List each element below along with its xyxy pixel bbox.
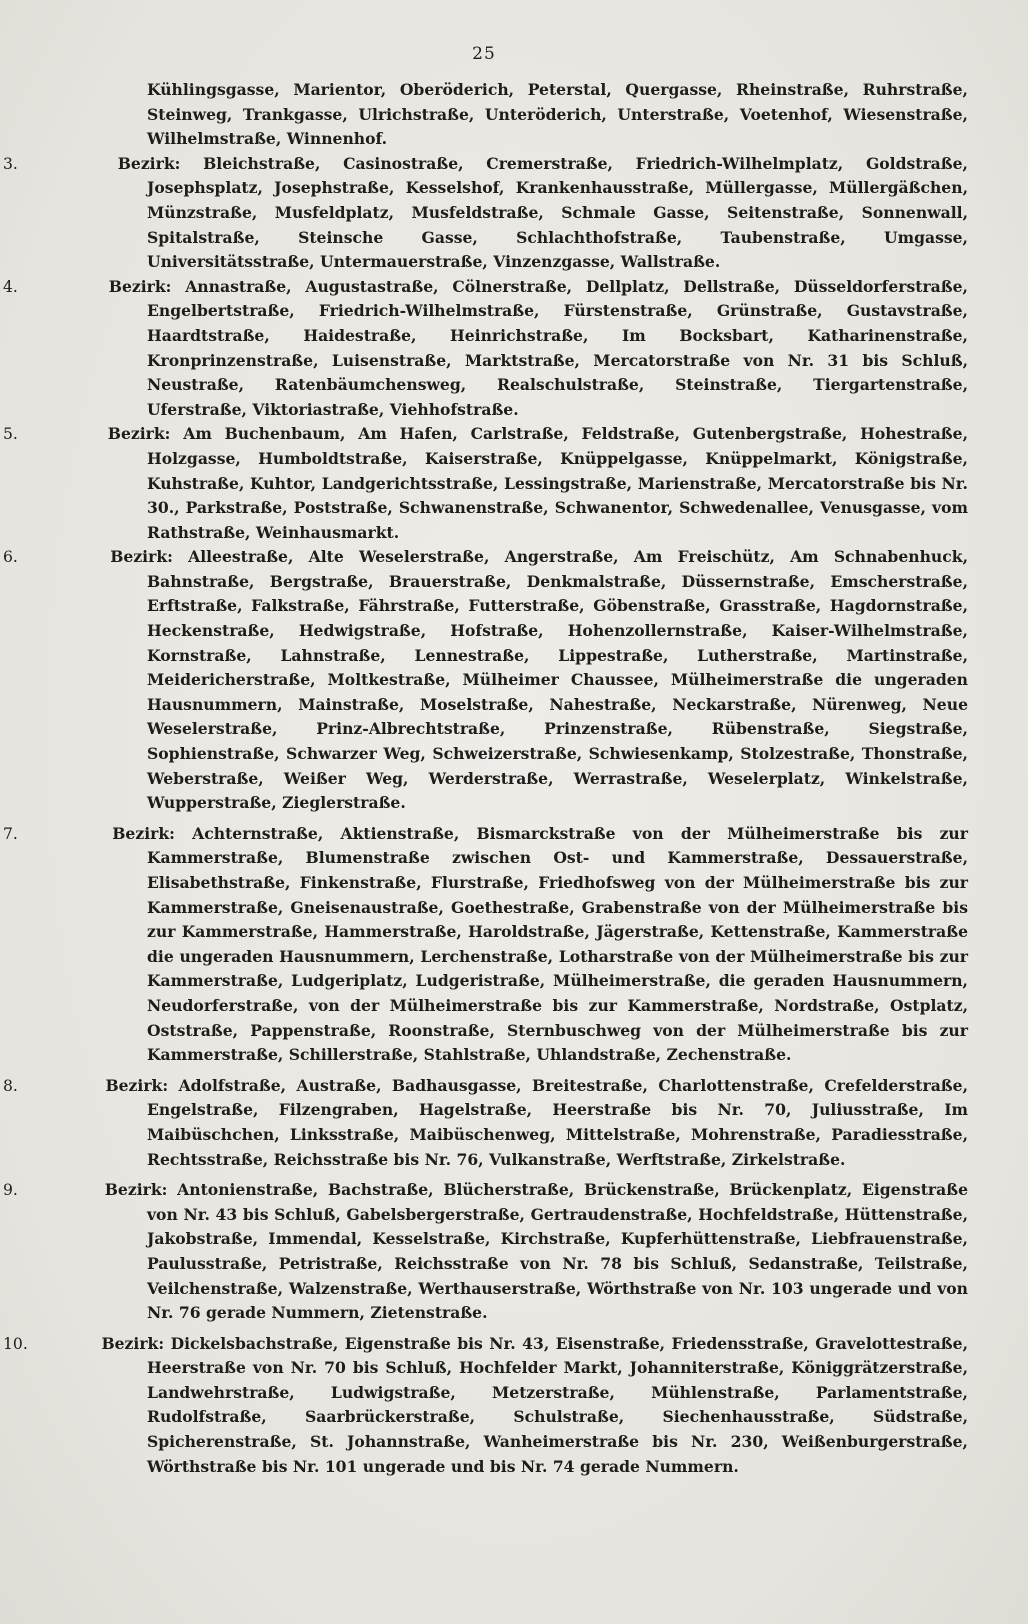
street-list: Achternstraße, Aktienstraße, Bismarckstraße von der Mülheimerstraße bis zur Kammerstraße, Blumenstraße zwischen Ost- und Kammerstraße, Dessauerstraße, Elisabethstraße, Finkenstraße, Flurstraße, Friedhofsweg von der Mülheimerstraße bis zur Kammerstraße, Gneisenaustraße, Goethestraße, Grabenstraße von der Mülheimerstraße bis zur Kammerstraße, Hammerstraße, Haroldstraße, Jägerstraße, Kettenstraße, Kammerstraße die ungeraden Hausnummern, Lerchenstraße, Lotharstraße von der Mülheimerstraße bis zur Kammerstraße, Ludgeriplatz, Ludgeristraße, Mülheimerstraße, die geraden Hausnummern, Neudorferstraße, von der Mülheimerstraße bis zur Kammerstraße, Nordstraße, Ostplatz, Oststraße, Pappenstraße, Roonstraße, Sternbuschweg von der Mülheimerstraße bis zur Kammerstraße, Schillerstraße, Stahlstraße, Uhlandstraße, Zechenstraße. [147, 823, 968, 1065]
district-number: 8. [3, 1076, 18, 1095]
district-number: 5. [3, 425, 18, 444]
district-label: Bezirk: [117, 153, 181, 173]
district-8 [0, 1074, 968, 1172]
street-list: Bleichstraße, Casinostraße, Cremerstraße, Friedrich-Wilhelmplatz, Goldstraße, Josephsplatz, Josephstraße, Kesselshof, Krankenhausstraße, Müllergasse, Müllergäßchen, Münzstraße, Musfeldplatz, Musfeldstraße, Schmale Gasse, Seitenstraße, Sonnenwall, Spitalstraße, Steinsche Gasse, Schlachthofstraße, Taubenstraße, Umgasse, Universitätsstraße, Untermauerstraße, Vinzenzgasse, Wallstraße. [147, 153, 968, 272]
district-number: 10. [3, 1334, 28, 1353]
district-continuation [0, 78, 968, 152]
district-number: 6. [3, 548, 18, 567]
street-list: Antonienstraße, Bachstraße, Blücherstraße, Brückenstraße, Brückenplatz, Eigenstraße von Nr. 43 bis Schluß, Gabelsbergerstraße, Gertraudenstraße, Hochfeldstraße, Hüttenstraße, Jakobstraße, Immendal, Kesselstraße, Kirchstraße, Kupferhüttenstraße, Liebfrauenstraße, Paulusstraße, Petristraße, Reichsstraße von Nr. 78 bis Schluß, Sedanstraße, Teilstraße, Veilchenstraße, Walzenstraße, Werthauserstraße, Wörthstraße von Nr. 103 ungerade und von Nr. 76 gerade Nummern, Zietenstraße. [147, 1180, 968, 1323]
street-list: Adolfstraße, Austraße, Badhausgasse, Breitestraße, Charlottenstraße, Crefelderstraße, Engelstraße, Filzengraben, Hagelstraße, Heerstraße bis Nr. 70, Juliusstraße, Im Maibüschchen, Linksstraße, Maibüschenweg, Mittelstraße, Mohrenstraße, Paradiesstraße, Rechtsstraße, Reichsstraße bis Nr. 76, Vulkanstraße, Werftstraße, Zirkelstraße. [147, 1075, 968, 1169]
district-number: 9. [3, 1181, 18, 1200]
district-label: Bezirk: [105, 1075, 169, 1095]
district-3 [0, 152, 968, 275]
district-6 [0, 545, 968, 816]
district-7 [0, 822, 968, 1068]
street-list: Am Buchenbaum, Am Hafen, Carlstraße, Feldstraße, Gutenbergstraße, Hohestraße, Holzgasse, Humboldtstraße, Kaiserstraße, Knüppelgasse, Knüppelmarkt, Königstraße, Kuhstraße, Kuhtor, Landgerichtsstraße, Lessingstraße, Marienstraße, Mercatorstraße bis Nr. 30., Parkstraße, Poststraße, Schwanenstraße, Schwanentor, Schwedenallee, Venusgasse, vom Rathstraße, Weinhausmarkt. [147, 424, 969, 542]
page-number: 25 [472, 44, 496, 64]
district-number: 3. [3, 154, 18, 173]
street-list: Alleestraße, Alte Weselerstraße, Angerstraße, Am Freischütz, Am Schnabenhuck, Bahnstraße, Bergstraße, Brauerstraße, Denkmalstraße, Düssernstraße, Emscherstraße, Erftstraße, Falkstraße, Fährstraße, Futterstraße, Göbenstraße, Grasstraße, Hagdornstraße, Heckenstraße, Hedwigstraße, Hofstraße, Hohenzollernstraße, Kaiser-Wilhelmstraße, Kornstraße, Lahnstraße, Lennestraße, Lippestraße, Lutherstraße, Martinstraße, Meidericherstraße, Moltkestraße, Mülheimer Chaussee, Mülheimerstraße die ungeraden Hausnummern, Mainstraße, Moselstraße, Nahestraße, Neckarstraße, Nürenweg, Neue Weselerstraße, Prinz-Albrechtstraße, Prinzenstraße, Rübenstraße, Siegstraße, Sophienstraße, Schwarzer Weg, Schweizerstraße, Schwiesenkamp, Stolzestraße, Thonstraße, Weberstraße, Weißer Weg, Werderstraße, Werrastraße, Weselerplatz, Winkelstraße, Wupperstraße, Zieglerstraße. [147, 547, 968, 813]
district-label: Bezirk: [108, 276, 172, 296]
district-label: Bezirk: [110, 547, 173, 567]
district-label: Bezirk: [104, 1180, 168, 1200]
street-list: Dickelsbachstraße, Eigenstraße bis Nr. 43, Eisenstraße, Friedensstraße, Gravelottestraße, Heerstraße von Nr. 70 bis Schluß, Hochfelder Markt, Johanniterstraße, Königgrätzerstraße, Landwehrstraße, Ludwigstraße, Metzerstraße, Mühlenstraße, Parlamentstraße, Rudolfstraße, Saarbrückerstraße, Schulstraße, Siechenhausstraße, Südstraße, Spicherenstraße, St. Johannstraße, Wanheimerstraße bis Nr. 230, Weißenburgerstraße, Wörthstraße bis Nr. 101 ungerade und bis Nr. 74 gerade Nummern. [147, 1333, 969, 1476]
district-9 [0, 1178, 968, 1326]
district-number: 4. [3, 277, 18, 296]
district-label: Bezirk: [112, 823, 175, 843]
district-4 [0, 275, 968, 423]
street-list: Kühlingsgasse, Marientor, Oberöderich, Peterstal, Quergasse, Rheinstraße, Ruhrstraße, Steinweg, Trankgasse, Ulrichstraße, Unteröderich, Unterstraße, Voetenhof, Wiesenstraße, Wilhelmstraße, Winnenhof. [147, 80, 968, 149]
district-10 [0, 1332, 968, 1480]
district-5 [0, 422, 968, 545]
district-label: Bezirk: [107, 424, 171, 444]
street-list: Annastraße, Augustastraße, Cölnerstraße, Dellplatz, Dellstraße, Düsseldorferstraße, Engelbertstraße, Friedrich-Wilhelmstraße, Fürstenstraße, Grünstraße, Gustavstraße, Haardtstraße, Haidestraße, Heinrichstraße, Im Bocksbart, Katharinenstraße, Kronprinzenstraße, Luisenstraße, Marktstraße, Mercatorstraße von Nr. 31 bis Schluß, Neustraße, Ratenbäumchensweg, Realschulstraße, Steinstraße, Tiergartenstraße, Uferstraße, Viktoriastraße, Viehhofstraße. [147, 276, 968, 419]
district-label: Bezirk: [101, 1333, 165, 1353]
district-number: 7. [3, 824, 18, 843]
